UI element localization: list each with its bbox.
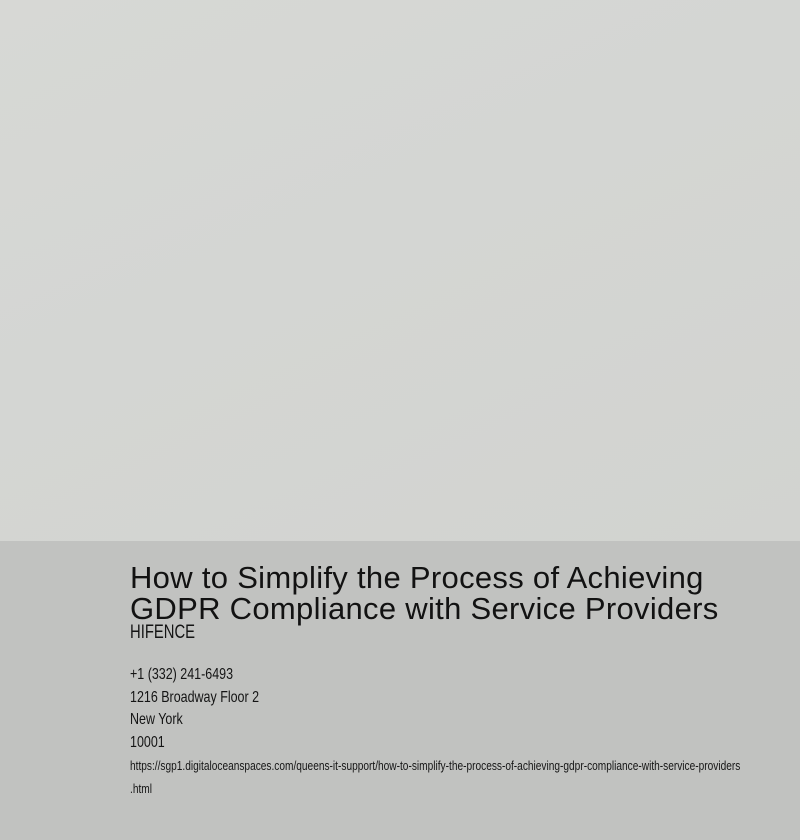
street-address: 1216 Broadway Floor 2 [130,688,260,706]
source-url [130,754,800,800]
postal-code: 10001 [130,733,165,751]
brand-name: HIFENCE [130,622,196,643]
source-url-line2: .html [130,781,152,796]
phone-number: +1 (332) 241-6493 [130,666,234,683]
info-panel [0,541,800,840]
city: New York [130,711,183,728]
page-title: How to Simplify the Process of Achieving GDPR Compliance with Service Providers [130,560,719,626]
contact-block [130,664,800,754]
source-url-line1: https://sgp1.digitaloceanspaces.com/queens-it-support/how-to-simplify-the-process-of-achieving-gdpr-compliance-with-service-providers [130,758,741,773]
